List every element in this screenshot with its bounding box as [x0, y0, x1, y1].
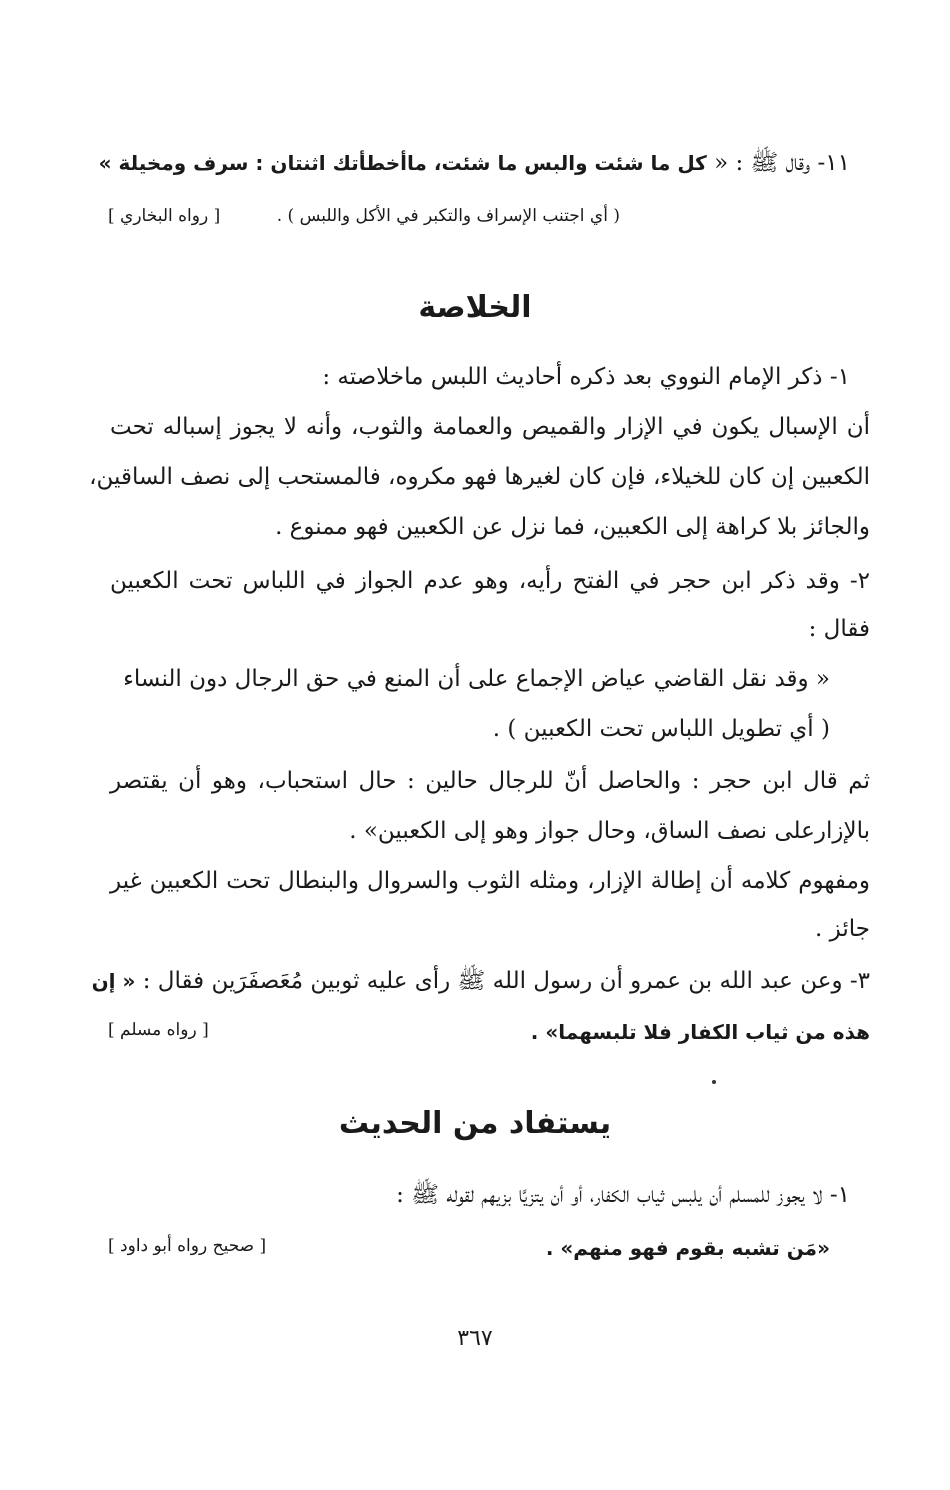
p1-intro: ١- ذكر الإمام النووي بعد ذكره أحاديث اللبس ماخلاصته : — [322, 364, 850, 390]
p3-line1: ثم قال ابن حجر : والحاصل أنّ للرجال حالين : حال استحباب، وهو أن يقتصر — [110, 768, 870, 794]
p1-line2: الكعبين إن كان للخيلاء، فإن كان لغيرها فهو مكروه، فالمستحب إلى نصف الساقين، — [89, 464, 870, 490]
p2-line2: فقال : — [808, 616, 870, 642]
p1-line1: أن الإسبال يكون في الإزار والقميص والعمامة والثوب، وأنه لا يجوز إسباله تحت — [110, 414, 870, 440]
page-number: ٣٦٧ — [457, 1326, 493, 1351]
p5-line1-text: ٣- وعن عبد الله بن عمرو أن رسول الله ﷺ رأى عليه ثوبين مُعَصفَرَين فقال : — [142, 968, 870, 994]
item11-hadith: كل ما شئت والبس ما شئت، ماأخطأتك اثنتان : سرف ومخيلة » — [98, 151, 707, 175]
p2-line1: ٢- وقد ذكر ابن حجر في الفتح رأيه، وهو عدم الجواز في اللباس تحت الكعبين — [110, 568, 870, 594]
item11-source: [ رواه البخاري ] — [108, 206, 221, 226]
p4-line2: جائز . — [815, 916, 870, 942]
item11-prefix: ١١- وقال ﷺ : « — [714, 150, 850, 176]
item11-line — [98, 148, 850, 182]
p5-line1 — [91, 966, 870, 1000]
p5-source: [ رواه مسلم ] — [108, 1020, 209, 1040]
summary-heading: الخلاصة — [418, 290, 532, 325]
benefits-heading: يستفاد من الحديث — [338, 1106, 612, 1141]
p3-line2: بالإزارعلى نصف الساق، وحال جواز وهو إلى الكعبين» . — [349, 818, 870, 844]
item11-note: ( أي اجتنب الإسراف والتكبر في الأكل واللبس ) . — [276, 206, 620, 226]
benefit1-source: [ صحيح رواه أبو داود ] — [108, 1236, 267, 1256]
benefit1-line1: ١- لا يجوز للمسلم أن يلبس ثياب الكفار، أو أن يتزيَّا بزيهم لقوله ﷺ : — [396, 1182, 850, 1208]
quote-line1: « وقد نقل القاضي عياض الإجماع على أن المنع في حق الرجال دون النساء — [123, 666, 830, 692]
quote-line2: ( أي تطويل اللباس تحت الكعبين ) . — [492, 716, 830, 742]
benefit1-line2: «مَن تشبه بقوم فهو منهم» . — [545, 1236, 830, 1260]
stray-dot — [712, 1080, 716, 1084]
p5-line1-quote-open: « إن — [91, 969, 136, 993]
p1-line3: والجائز بلا كراهة إلى الكعبين، فما نزل عن الكعبين فهو ممنوع . — [275, 514, 870, 540]
p5-line2: هذه من ثياب الكفار فلا تلبسهما» . — [530, 1020, 870, 1044]
p4-line1: ومفهوم كلامه أن إطالة الإزار، ومثله الثوب والسروال والبنطال تحت الكعبين غير — [110, 868, 870, 894]
